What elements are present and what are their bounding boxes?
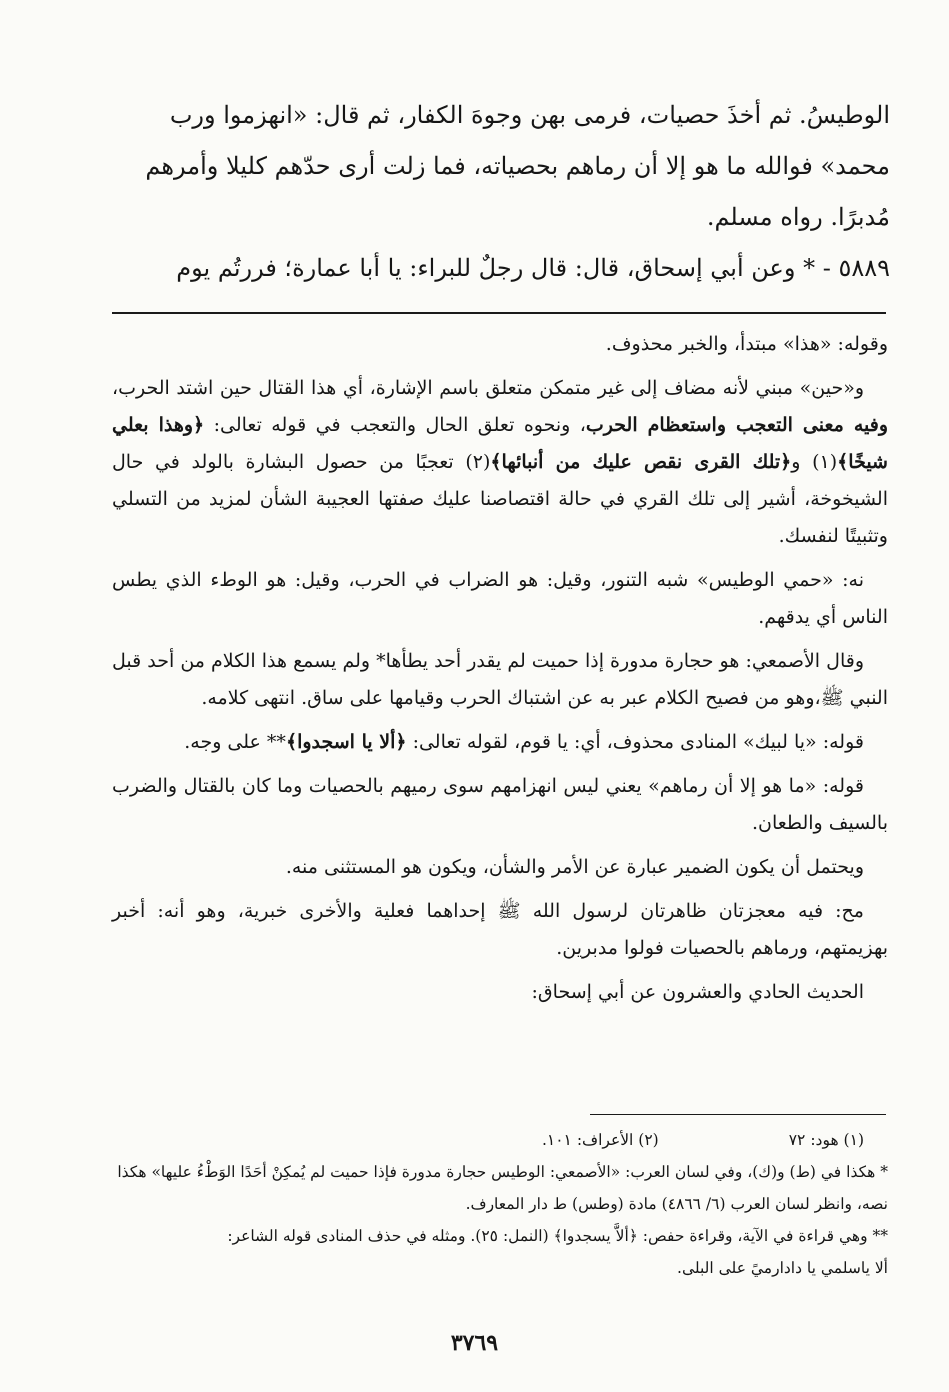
hadith-line-4: ٥٨٨٩ - * وعن أبي إسحاق، قال: قال رجلٌ للبراء: يا أبا عمارة؛ فررتُم يوم	[176, 254, 890, 282]
commentary-paragraph: ويحتمل أن يكون الضمير عبارة عن الأمر والشأن، ويكون هو المستثنى منه.	[285, 856, 864, 878]
footnote-verse: ألا ياسلمي يا دادارميً على البلى.	[677, 1259, 888, 1277]
hadith-text	[100, 90, 890, 294]
page-number: ٣٧٦٩	[450, 1330, 499, 1356]
commentary-paragraph: مح: فيه معجزتان ظاهرتان لرسول الله ﷺ إحداهما فعلية والأخرى خبرية، وهو أنه: أخبر بهزيمتهم، ورماهم بالحصيات فولوا مدبرين.	[112, 900, 888, 959]
commentary-paragraph: وقال الأصمعي: هو حجارة مدورة إذا حميت لم يقدر أحد يطأها* ولم يسمع هذا الكلام من أحد قبل النبي ﷺ،وهو من فصيح الكلام عبر به عن اشتباك الحرب وقيامها على ساق. انتهى كلامه.	[112, 650, 888, 709]
commentary-text: (٢) تعجبًا من حصول البشارة بالولد في حال الشيخوخة، أشير إلى تلك القري في حالة اقتصاصنا عليك صفتها العجيبة الشأن لمزيد من التسلي وتثبيتًا لنفسك.	[112, 451, 888, 547]
footnote-divider	[590, 1114, 886, 1115]
commentary-paragraph: الحديث الحادي والعشرون عن أبي إسحاق:	[531, 981, 864, 1003]
commentary-text: (١) و	[791, 451, 838, 473]
commentary-text: قوله: «يا لبيك» المنادى محذوف، أي: يا قوم، لقوله تعالى:	[412, 731, 864, 753]
commentary	[112, 326, 888, 1018]
hadith-line-2: محمد» فوالله ما هو إلا أن رماهم بحصياته، فما زلت أرى حدّهم كليلا وأمرهم	[145, 152, 890, 180]
commentary-paragraph: قوله: «ما هو إلا أن رماهم» يعني ليس انهزامهم سوى رميهم بالحصيات وما كان بالقتال والضرب بالسيف والطعان.	[112, 775, 888, 834]
footnote-1: (١) هود: ٧٢	[788, 1131, 864, 1149]
footnote-double-asterisk: ** وهي قراءة في الآية، وقراءة حفص: ﴿ألاَّ يسجدوا﴾ (النمل: ٢٥). ومثله في حذف المنادى قوله الشاعر:	[227, 1227, 888, 1245]
commentary-paragraph: نه: «حمي الوطيس» شبه التنور، وقيل: هو الضراب في الحرب، وقيل: هو الوطء الذي يطس الناس أي يدقهم.	[112, 569, 888, 628]
footnotes	[112, 1124, 888, 1284]
hadith-line-1: الوطيسُ. ثم أخذَ حصيات، فرمى بهن وجوهَ الكفار، ثم قال: «انهزموا ورب	[169, 101, 890, 129]
quran-quote: ﴿وهذا بعلي شيخًا﴾	[112, 414, 888, 473]
commentary-paragraph	[112, 370, 888, 555]
commentary-text: و«حين» مبني لأنه مضاف إلى غير متمكن متعلق باسم الإشارة، أي هذا القتال حين اشتد الحرب،	[112, 377, 864, 399]
commentary-bold-text: وفيه معنى التعجب واستعظام الحرب	[585, 414, 888, 436]
commentary-text: ، ونحوه تعلق الحال والتعجب في قوله تعالى:	[213, 414, 586, 436]
commentary-paragraph: وقوله: «هذا» مبتدأ، والخبر محذوف.	[605, 333, 888, 355]
hadith-line-3: مُدبرًا. رواه مسلم.	[706, 203, 890, 231]
commentary-paragraph	[112, 724, 888, 761]
quran-quote: ﴿تلك القرى نقص عليك من أنبائها﴾	[490, 451, 792, 473]
commentary-text: ** على وجه.	[184, 731, 286, 753]
footnote-2: (٢) الأعراف: ١٠١.	[541, 1131, 659, 1149]
main-divider	[112, 312, 886, 314]
quran-quote: ﴿ألا يا اسجدوا﴾	[285, 731, 407, 753]
footnote-asterisk: * هكذا في (ط) و(ك)، وفي لسان العرب: «الأصمعي: الوطيس حجارة مدورة فإذا حميت لم يُمكِنْ أحَدًا الوَطْءُ عليها» هكذا نصه، وانظر لسان العرب (٦/ ٤٨٦٦) مادة (وطس) ط دار المعارف.	[117, 1163, 888, 1213]
